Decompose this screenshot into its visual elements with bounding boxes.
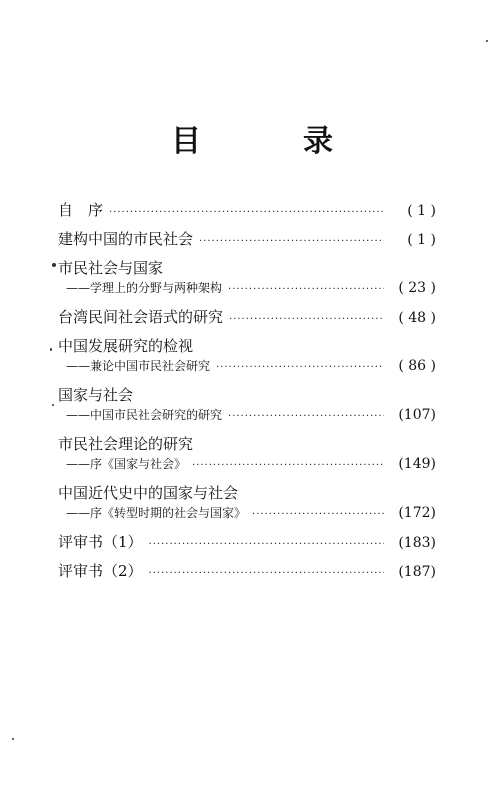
toc-entry-8[interactable]	[58, 483, 436, 523]
toc-entry-page: (183)	[398, 535, 436, 551]
toc-entry-title: 中国近代史中的国家与社会	[58, 484, 239, 502]
toc-entry-title: 中国发展研究的检视	[58, 337, 194, 355]
dot-leader	[216, 358, 384, 378]
dot-leader	[229, 310, 384, 330]
toc-entry-title: 台湾民间社会语式的研究	[58, 308, 224, 326]
toc-entry-subtitle: ——序《转型时期的社会与国家》	[66, 506, 247, 520]
toc-entry-preface[interactable]	[58, 200, 436, 220]
toc-entry-page: ( 48 )	[398, 310, 436, 326]
toc-entry-page: ( 1 )	[407, 203, 436, 219]
toc-entry-page: (172)	[398, 505, 436, 521]
toc-entry-subtitle: ——学理上的分野与两种架构	[66, 281, 223, 295]
dot-leader	[228, 280, 384, 300]
scan-speck	[52, 404, 54, 406]
toc-entry-subtitle: ——兼论中国市民社会研究	[66, 359, 211, 373]
dot-leader	[149, 564, 384, 584]
toc-entry-page: (149)	[398, 456, 436, 472]
toc-entry-title: 建构中国的市民社会	[58, 230, 194, 248]
scan-speck	[12, 738, 14, 740]
toc-entry-page: ( 86 )	[398, 358, 436, 374]
scan-speck	[52, 263, 56, 267]
toc-entry-3[interactable]	[58, 258, 436, 298]
toc-entry-5[interactable]	[58, 336, 436, 376]
dot-leader	[228, 407, 384, 427]
toc-entry-page: (107)	[398, 407, 436, 423]
dot-leader	[252, 505, 384, 525]
page-title: 目 录	[171, 124, 369, 159]
toc-entry-page: ( 23 )	[398, 280, 436, 296]
toc-entry-subtitle: ——中国市民社会研究的研究	[66, 408, 223, 422]
toc-entry-page: ( 1 )	[407, 232, 436, 248]
toc-entry-4[interactable]	[58, 307, 436, 327]
toc-entry-6[interactable]	[58, 385, 436, 425]
dot-leader	[109, 203, 384, 223]
toc-entry-title: 市民社会与国家	[58, 259, 164, 277]
toc-entry-title: 市民社会理论的研究	[58, 435, 194, 453]
dot-leader	[192, 456, 384, 476]
toc-entry-subtitle: ——序《国家与社会》	[66, 457, 187, 471]
dot-leader	[149, 535, 384, 555]
toc-entry-title: 自 序	[58, 201, 104, 219]
dot-leader	[199, 232, 384, 252]
toc-entry-9[interactable]	[58, 532, 436, 552]
toc-entry-7[interactable]	[58, 434, 436, 474]
toc-entry-page: (187)	[398, 564, 436, 580]
toc-entry-title: 评审书（1）	[58, 533, 143, 551]
table-of-contents	[58, 200, 436, 590]
scan-speck	[486, 40, 488, 42]
toc-entry-2[interactable]	[58, 229, 436, 249]
toc-entry-10[interactable]	[58, 561, 436, 581]
toc-entry-title: 国家与社会	[58, 386, 134, 404]
scan-speck	[50, 348, 52, 351]
toc-entry-title: 评审书（2）	[58, 562, 143, 580]
